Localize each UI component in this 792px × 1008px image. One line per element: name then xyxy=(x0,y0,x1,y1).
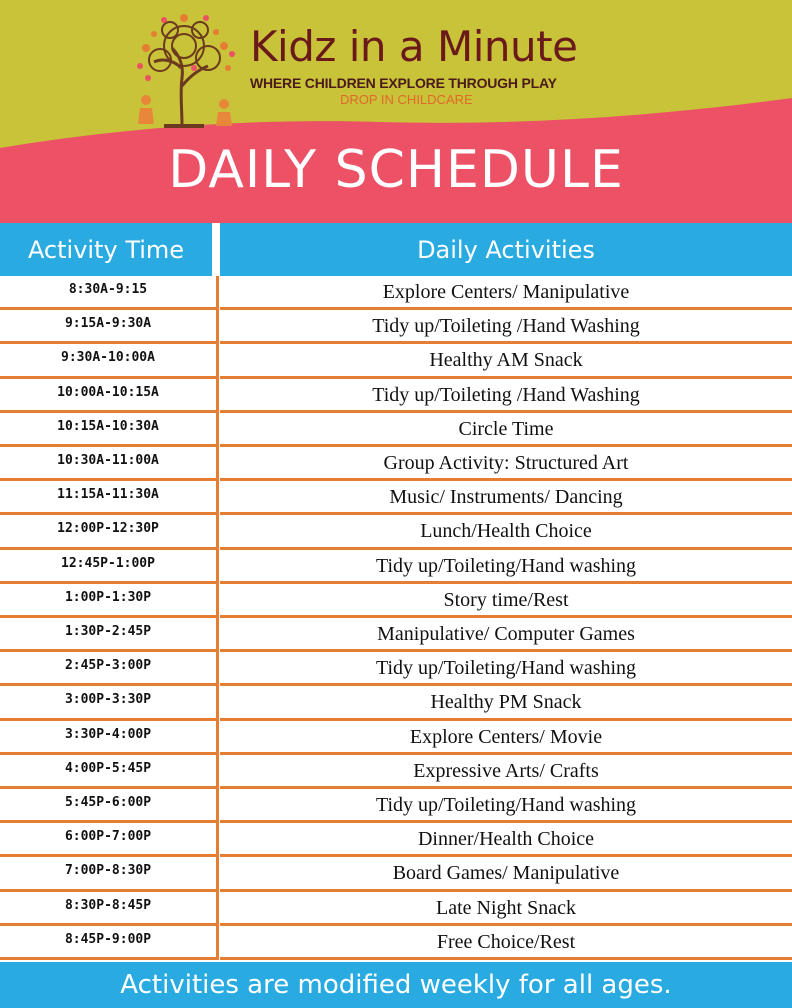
activity-cell: Music/ Instruments/ Dancing xyxy=(389,486,623,509)
time-cell: 6:00P-7:00P xyxy=(64,829,152,845)
time-cell: 9:15A-9:30A xyxy=(64,316,152,332)
table-row xyxy=(0,652,792,686)
table-row xyxy=(0,310,792,344)
activity-cell: Explore Centers/ Movie xyxy=(409,725,603,748)
table-row xyxy=(0,413,792,447)
activity-cell: Expressive Arts/ Crafts xyxy=(413,759,599,782)
activity-cell: Healthy PM Snack xyxy=(430,691,582,714)
activity-cell: Explore Centers/ Manipulative xyxy=(382,281,630,303)
table-row xyxy=(0,892,792,926)
table-row xyxy=(0,721,792,755)
activity-cell: Tidy up/Toileting/Hand washing xyxy=(375,554,637,577)
time-cell: 10:00A-10:15A xyxy=(57,384,159,400)
brand-block xyxy=(250,22,630,107)
column-divider xyxy=(216,276,219,960)
time-cell: 10:30A-11:00A xyxy=(57,453,159,468)
table-row xyxy=(0,481,792,515)
table-row xyxy=(0,550,792,584)
time-cell: 1:00P-1:30P xyxy=(64,589,152,605)
activity-cell: Tidy up/Toileting/Hand washing xyxy=(375,657,637,680)
activity-cell: Dinner/Health Choice xyxy=(417,828,595,851)
activity-cell: Group Activity: Structured Art xyxy=(383,452,629,474)
table-row xyxy=(0,618,792,652)
header-daily-activities: Daily Activities xyxy=(220,223,792,276)
activity-cell: Manipulative/ Computer Games xyxy=(377,623,635,645)
activity-cell: Tidy up/Toileting /Hand Washing xyxy=(372,383,640,406)
activity-cell: Tidy up/Toileting /Hand Washing xyxy=(372,315,640,338)
activity-cell: Lunch/Health Choice xyxy=(420,520,592,543)
table-row xyxy=(0,379,792,413)
row-separator xyxy=(0,957,216,960)
tree-logo-icon xyxy=(124,8,244,134)
time-cell: 9:30A-10:00A xyxy=(61,350,155,366)
time-cell: 8:30A-9:15 xyxy=(68,282,148,297)
table-row xyxy=(0,857,792,891)
brand-tagline: WHERE CHILDREN EXPLORE THROUGH PLAY xyxy=(250,75,557,91)
table-row xyxy=(0,789,792,823)
time-cell: 5:45P-6:00P xyxy=(64,795,152,810)
table-row xyxy=(0,755,792,789)
activity-cell: Tidy up/Toileting/Hand washing xyxy=(375,794,637,816)
time-cell: 2:45P-3:00P xyxy=(64,658,152,674)
row-separator xyxy=(220,957,792,960)
table-row xyxy=(0,447,792,481)
schedule-table xyxy=(0,276,792,960)
page-title: DAILY SCHEDULE xyxy=(168,140,624,200)
activity-cell: Circle Time xyxy=(458,417,554,440)
time-cell: 4:00P-5:45P xyxy=(64,760,152,776)
table-row xyxy=(0,276,792,310)
footer-note: Activities are modified weekly for all ages. xyxy=(0,962,792,1008)
time-cell: 3:30P-4:00P xyxy=(64,726,152,742)
table-row xyxy=(0,344,792,378)
activity-cell: Healthy AM Snack xyxy=(429,349,583,372)
table-row xyxy=(0,926,792,960)
time-cell: 10:15A-10:30A xyxy=(57,418,159,434)
time-cell: 11:15A-11:30A xyxy=(57,487,159,503)
table-row xyxy=(0,823,792,857)
table-row xyxy=(0,686,792,720)
time-cell: 8:30P-8:45P xyxy=(64,897,152,913)
table-row xyxy=(0,515,792,549)
time-cell: 7:00P-8:30P xyxy=(64,863,152,879)
time-cell: 3:00P-3:30P xyxy=(64,692,152,708)
brand-subtagline: DROP IN CHILDCARE xyxy=(340,92,473,107)
activity-cell: Late Night Snack xyxy=(436,896,576,919)
table-row xyxy=(0,584,792,618)
activity-cell: Board Games/ Manipulative xyxy=(392,862,620,885)
activity-cell: Free Choice/Rest xyxy=(436,930,576,953)
activity-cell: Story time/Rest xyxy=(443,588,569,611)
header-divider xyxy=(212,223,220,276)
time-cell: 8:45P-9:00P xyxy=(64,931,152,947)
time-cell: 12:00P-12:30P xyxy=(57,521,159,537)
time-cell: 12:45P-1:00P xyxy=(61,555,155,571)
brand-name: Kidz in a Minute xyxy=(250,22,578,71)
header-activity-time: Activity Time xyxy=(0,223,212,276)
time-cell: 1:30P-2:45P xyxy=(64,624,152,639)
